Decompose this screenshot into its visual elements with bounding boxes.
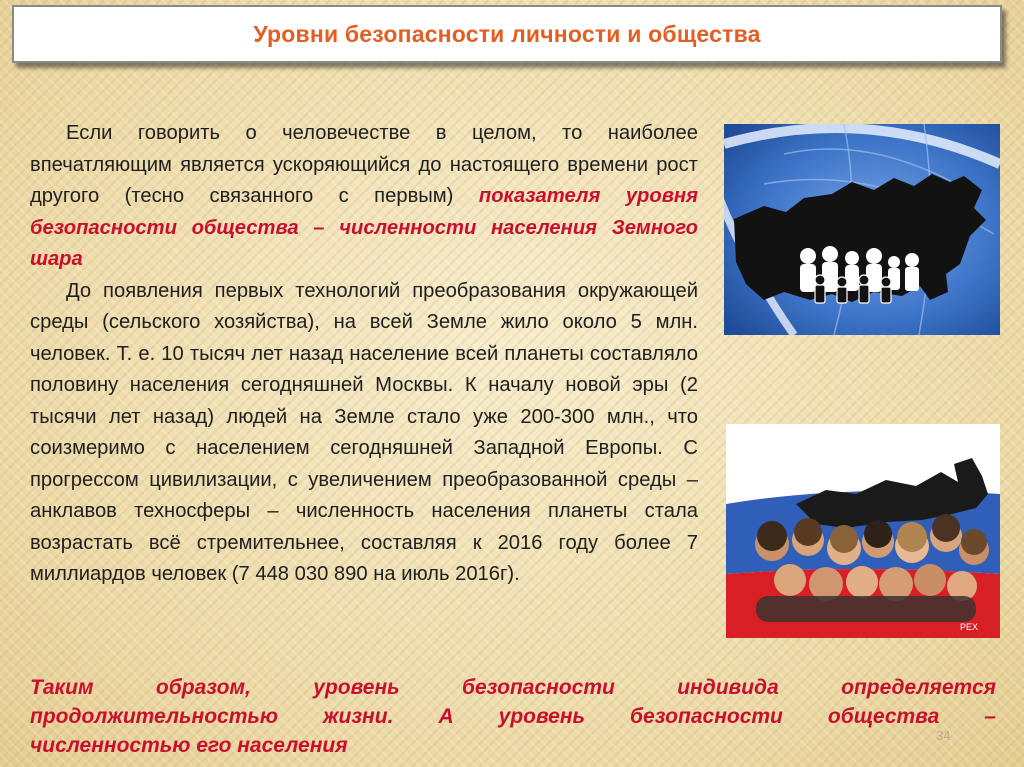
paragraph-1 (30, 118, 698, 276)
paragraph-1-emphasis: показателя уровня безопасности общества – численности населения Земного шара (30, 185, 698, 270)
conclusion-line-1: Таким образом, уровень безопасности индивида определяется (30, 676, 996, 699)
paragraph-1-text: Если говорить о человечестве в целом, то наиболее впечатляющим является ускоряющийся до настоящего времени рост другого (тесно связанного с первым) (30, 122, 698, 207)
conclusion-text (30, 673, 996, 760)
conclusion-line-3: численностью его населения (30, 734, 348, 757)
image-watermark: PEX (960, 622, 979, 632)
russia-map-people-image (724, 124, 1000, 335)
title-bar (12, 5, 1002, 63)
slide-title: Уровни безопасности личности и общества (253, 20, 761, 47)
russia-flag-crowd-image (726, 424, 1000, 638)
conclusion-line-2: продолжительностью жизни. А уровень безопасности общества – (30, 705, 996, 728)
russia-flag-crowd-graphic (726, 424, 1000, 638)
russia-map-people-graphic (724, 124, 1000, 335)
page-number: 34 (936, 728, 951, 743)
body-text (30, 118, 698, 591)
paragraph-2: До появления первых технологий преобразования окружающей среды (сельского хозяйства), на всей Земле жило около 5 млн. человек. Т. е. 10 тысяч лет назад население всей планеты составляло половину населения сегодняшней Москвы. К началу новой эры (2 тысячи лет назад) людей на Земле стало уже 200-300 млн., что соизмеримо с населением сегодняшней Западной Европы. С прогрессом цивилизации, с увеличением преобразованной среды – анклавов техносферы – численность населения планеты стала возрастать всё стремительнее, составляя к 2016 году более 7 миллиардов человек (7 448 030 890 на июль 2016г). (30, 279, 698, 585)
